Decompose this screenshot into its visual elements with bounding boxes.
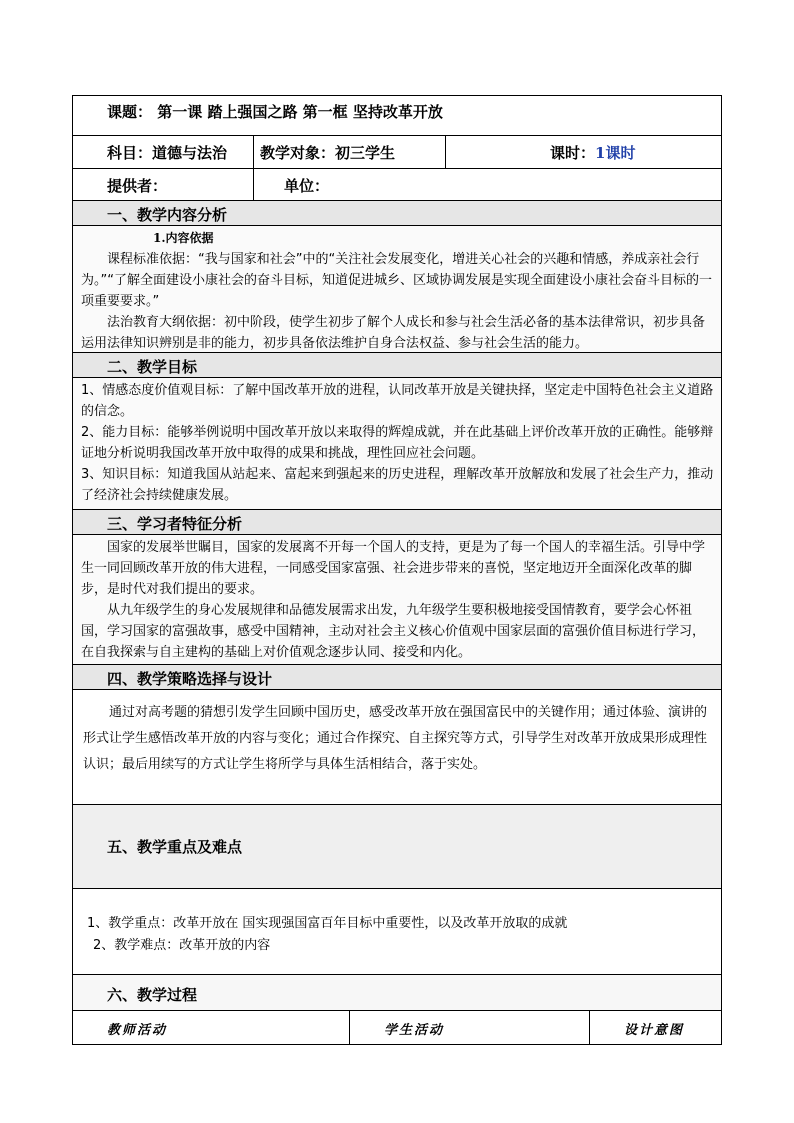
learners-body — [73, 535, 721, 665]
learners-paragraph-2: 从九年级学生的身心发展规律和品德发展需求出发，九年级学生要积极地接受国情教育，要学会心怀祖国，学习国家的富强故事，感受中国精神，主动对社会主义核心价值观中国家层面的富强价值目标进行学习，在自我探索与自主建构的基础上对价值观念逐步认同、接受和内化。 — [81, 603, 706, 660]
info-row — [73, 136, 721, 169]
goal-ability: 2、能力目标：能够举例说明中国改革开放以来取得的辉煌成就，并在此基础上评价改革开放的正确性。能够辩证地分析说明我国改革开放中取得的成果和挑战，理性回应社会问题。 — [81, 425, 714, 461]
content-analysis-header — [73, 201, 721, 226]
content-analysis-body — [73, 226, 721, 353]
lesson-plan-table — [72, 95, 722, 1045]
key-points-title: 五、教学重点及难点 — [107, 838, 243, 856]
teacher-activity-header: 教师活动 — [107, 1023, 168, 1038]
goals-body — [73, 378, 721, 510]
content-analysis-title: 一、教学内容分析 — [107, 206, 228, 224]
provider-row — [73, 169, 721, 201]
strategy-header — [73, 665, 721, 690]
hours-label: 课时： — [550, 144, 596, 162]
learners-paragraph-1: 国家的发展举世瞩目，国家的发展离不开每一个国人的支持，更是为了每一个国人的幸福生活。引导中学生一同回顾改革开放的伟大进程，一同感受国家富强、社会进步带来的喜悦，坚定地迈开全面深化改革的脚步，是时代对我们提出的要求。 — [81, 540, 706, 597]
key-points-header — [73, 805, 721, 889]
lesson-title: 课题： 第一课 踏上强国之路 第一框 坚持改革开放 — [107, 103, 443, 121]
process-columns-row — [73, 1011, 721, 1045]
audience-label: 教学对象：初三学生 — [260, 144, 396, 162]
unit-cell — [253, 169, 721, 200]
strategy-body — [73, 690, 721, 805]
strategy-title: 四、教学策略选择与设计 — [107, 670, 273, 688]
subject-label: 科目：道德与法治 — [107, 144, 228, 162]
provider-cell — [73, 169, 253, 200]
student-activity-cell — [349, 1011, 589, 1044]
hours-text — [550, 142, 635, 163]
design-intent-cell — [589, 1011, 721, 1044]
audience-cell — [253, 136, 445, 168]
strategy-text: 通过对高考题的猜想引发学生回顾中国历史，感受改革开放在强国富民中的关键作用；通过体验、演讲的形式让学生感悟改革开放的内容与变化；通过合作探究、自主探究等方式，引导学生对改革开放成果形成理性认识；最后用续写的方式让学生将所学与具体生活相结合，落于实处。 — [83, 705, 708, 772]
hours-cell — [445, 136, 721, 168]
goals-title: 二、教学目标 — [107, 358, 198, 376]
goals-header — [73, 353, 721, 378]
teaching-key-point: 1、教学重点：改革开放在 国实现强国富百年目标中重要性，以及改革开放取的成就 — [87, 916, 568, 931]
learners-header — [73, 510, 721, 535]
unit-label: 单位： — [284, 177, 330, 195]
curriculum-basis-text: 课程标准依据：“我与国家和社会”中的“关注社会发展变化，增进关心社会的兴趣和情感，养成亲社会行为。”“了解全面建设小康社会的奋斗目标，知道促进城乡、区域协调发展是实现全面建设小康社会奋斗目标的一项重要要求。” — [81, 252, 712, 309]
teacher-activity-cell — [73, 1011, 349, 1044]
student-activity-header: 学生活动 — [384, 1023, 445, 1038]
key-points-body — [73, 889, 721, 975]
goal-emotion: 1、情感态度价值观目标：了解中国改革开放的进程，认同改革开放是关键抉择，坚定走中国特色社会主义道路的信念。 — [81, 383, 714, 419]
learners-title: 三、学习者特征分析 — [107, 515, 243, 533]
title-row — [73, 96, 721, 136]
hours-value: 1课时 — [595, 144, 636, 162]
process-title: 六、教学过程 — [107, 986, 198, 1004]
subject-cell — [73, 136, 253, 168]
provider-label: 提供者： — [107, 177, 168, 195]
process-header — [73, 975, 721, 1011]
goal-knowledge: 3、知识目标：知道我国从站起来、富起来到强起来的历史进程，理解改革开放解放和发展了社会生产力，推动了经济社会持续健康发展。 — [81, 467, 714, 503]
legal-education-basis-text: 法治教育大纲依据：初中阶段，使学生初步了解个人成长和参与社会生活必备的基本法律常识，初步具备运用法律知识辨别是非的能力，初步具备依法维护自身合法权益、参与社会生活的能力。 — [81, 315, 706, 351]
design-intent-header: 设计意图 — [624, 1023, 685, 1038]
content-basis-subtitle: 1.内容依据 — [153, 231, 214, 245]
teaching-difficulty: 2、教学难点：改革开放的内容 — [93, 938, 271, 953]
